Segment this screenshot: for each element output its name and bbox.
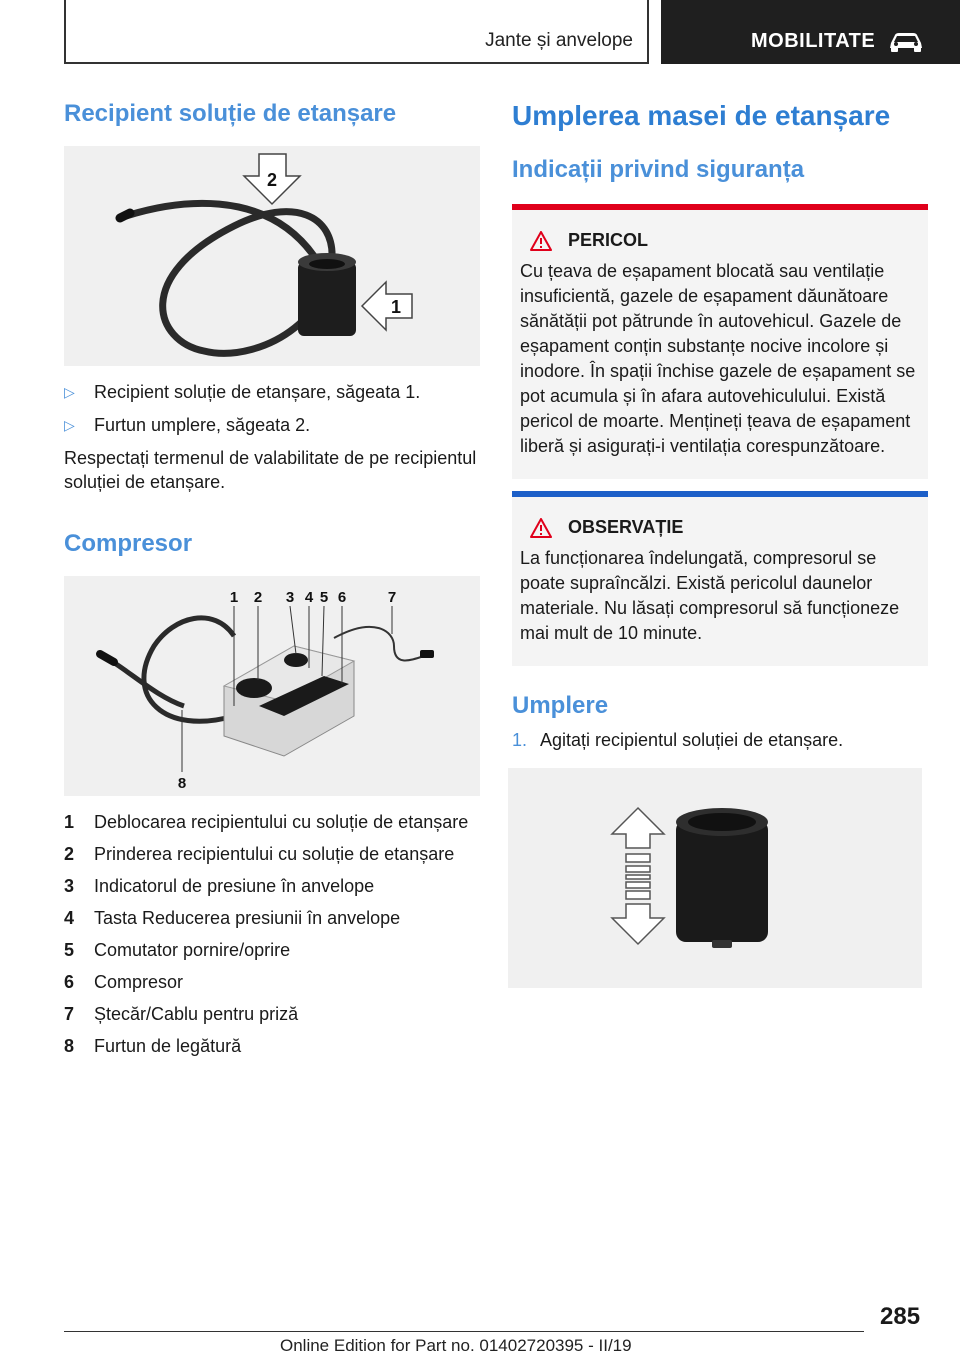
list-item: 6 Compresor — [64, 972, 184, 992]
notice-text: La funcționarea îndelungată, compresorul se poate supraîncălzi. Există pericolul daunelor materiale. Nu lăsați compresorul să funcționeze mai mult de 10 minute. — [520, 548, 900, 643]
container-heading: Recipient soluție de etanșare — [64, 100, 397, 127]
compressor-parts-list — [64, 810, 480, 1058]
notice-title: OBSERVAȚIE — [568, 517, 684, 537]
fill-steps-list — [512, 728, 928, 752]
page-number: 285 — [880, 1303, 921, 1330]
right-column — [512, 100, 928, 988]
figure-label: 2 — [266, 170, 278, 190]
header-chapter-box — [661, 0, 960, 64]
left-column — [64, 100, 480, 1066]
figure-label: 8 — [177, 775, 187, 792]
triangle-bullet-icon: ▷ — [64, 417, 75, 433]
figure-label: 1 — [229, 589, 239, 606]
list-item: ▷ Recipient soluție de etanșare, săgeata 1. — [64, 382, 421, 402]
danger-box — [512, 204, 928, 479]
figure-label: 1 — [390, 297, 402, 317]
list-item: 1. Agitați recipientul soluției de etanșare. — [512, 730, 844, 750]
figure-label: 5 — [319, 589, 329, 606]
sealant-container-figure — [64, 146, 480, 366]
figure-label: 2 — [253, 589, 263, 606]
notice-bar — [512, 491, 928, 497]
safety-heading: Indicații privind siguranța — [512, 156, 805, 183]
footer-divider — [64, 1331, 864, 1332]
warning-triangle-icon — [530, 231, 552, 251]
header-section-box — [64, 0, 649, 64]
page-main-heading: Umplerea masei de etanșare — [512, 100, 891, 131]
list-item: 2 Prinderea recipientului cu soluție de etanșare — [64, 844, 455, 864]
header-chapter-title: MOBILITATE — [751, 30, 876, 52]
container-bullet-list — [64, 380, 480, 437]
fill-heading: Umplere — [512, 692, 609, 719]
compressor-figure — [64, 576, 480, 796]
footer-edition: Online Edition for Part no. 01402720395 - II/19 — [280, 1336, 632, 1355]
shake-container-figure — [508, 768, 922, 988]
compressor-heading: Compresor — [64, 530, 193, 557]
danger-bar — [512, 204, 928, 210]
figure-label: 3 — [285, 589, 295, 606]
list-item: 5 Comutator pornire/oprire — [64, 940, 291, 960]
figure-label: 4 — [304, 589, 314, 606]
car-icon — [887, 29, 925, 53]
header-section-title: Jante și anvelope — [485, 30, 633, 51]
list-item: ▷ Furtun umplere, săgeata 2. — [64, 415, 311, 435]
list-item: 4 Tasta Reducerea presiunii în anvelope — [64, 908, 401, 928]
danger-text: Cu țeava de eșapament blocată sau ventilație insuficientă, gazele de eșapament dăunătoare sănătății pot pătrunde în autovehicul. Gazele de eșapament conțin substanțe nocive incolore și inodore. În spații închise gazele de eșapament se pot acumula și în afara autovehiculului. Există pericol de moarte. Mențineți țeava de eșapament liberă și asigurați-i ventilația corespunzătoare. — [520, 261, 916, 456]
warning-triangle-icon — [530, 518, 552, 538]
list-item: 8 Furtun de legătură — [64, 1036, 242, 1056]
figure-label: 7 — [387, 589, 397, 606]
list-item: 3 Indicatorul de presiune în anvelope — [64, 876, 375, 896]
danger-title: PERICOL — [568, 230, 649, 250]
figure-label: 6 — [337, 589, 347, 606]
list-item: 1 Deblocarea recipientului cu soluție de etanșare — [64, 812, 469, 832]
list-item: 7 Ștecăr/Cablu pentru priză — [64, 1004, 299, 1024]
notice-box — [512, 491, 928, 666]
container-note: Respectați termenul de valabilitate de pe recipientul soluției de etanșare. — [64, 448, 477, 492]
triangle-bullet-icon: ▷ — [64, 384, 75, 400]
